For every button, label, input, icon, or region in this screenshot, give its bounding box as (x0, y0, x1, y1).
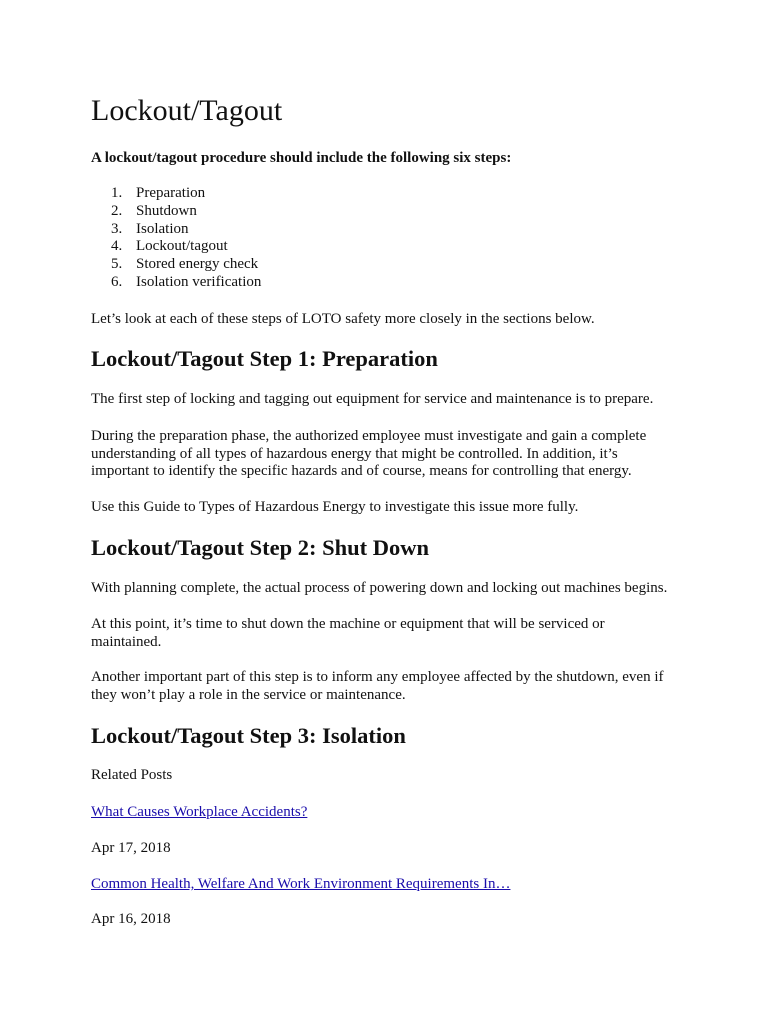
look-closer-text: Let’s look at each of these steps of LOTO safety more closely in the sections below. (91, 311, 595, 327)
list-item-label: Isolation verification (136, 273, 262, 290)
related-post-link[interactable]: Common Health, Welfare And Work Environment Requirements In… (91, 876, 511, 892)
list-item (91, 238, 261, 256)
page-title: Lockout/Tagout (91, 94, 283, 127)
list-item-label: Lockout/tagout (136, 238, 228, 255)
list-item (91, 274, 261, 292)
related-post-date: Apr 16, 2018 (91, 911, 171, 927)
list-item-label: Stored energy check (136, 256, 259, 273)
paragraph-line: During the preparation phase, the authorized employee must investigate and gain a complete (91, 428, 647, 444)
paragraph-line: important to identify the specific hazards and of course, means for controlling that energy. (91, 463, 632, 480)
paragraph-line: At this point, it’s time to shut down the machine or equipment that will be serviced or (91, 616, 605, 632)
step2-paragraph-1: With planning complete, the actual process of powering down and locking out machines begins. (91, 580, 668, 596)
related-post-date: Apr 17, 2018 (91, 840, 171, 856)
list-number: 6. (111, 273, 123, 290)
paragraph-line: maintained. (91, 633, 162, 650)
step3-heading: Lockout/Tagout Step 3: Isolation (91, 723, 406, 748)
related-posts-label: Related Posts (91, 767, 173, 783)
step1-paragraph-3: Use this Guide to Types of Hazardous Energy to investigate this issue more fully. (91, 499, 579, 515)
list-item (91, 185, 261, 203)
list-item-label: Preparation (136, 185, 206, 201)
intro-text: A lockout/tagout procedure should include the following six steps: (91, 150, 512, 166)
step2-paragraph-3 (91, 669, 691, 704)
paragraph-line: they won’t play a role in the service or maintenance. (91, 686, 406, 703)
list-item-label: Isolation (136, 220, 189, 237)
step1-paragraph-1: The first step of locking and tagging out equipment for service and maintenance is to prepare. (91, 391, 654, 407)
list-number: 4. (111, 238, 123, 255)
list-item-label: Shutdown (136, 202, 197, 219)
step1-heading: Lockout/Tagout Step 1: Preparation (91, 346, 438, 371)
related-post-item (91, 804, 691, 822)
list-number: 3. (111, 220, 123, 237)
related-post-item (91, 876, 691, 894)
step2-paragraph-2 (91, 616, 691, 651)
list-number: 1. (111, 185, 123, 201)
list-item (91, 203, 261, 221)
step2-heading: Lockout/Tagout Step 2: Shut Down (91, 535, 430, 560)
paragraph-line: understanding of all types of hazardous energy that might be controlled. In addition, it’s (91, 445, 618, 462)
list-number: 5. (111, 256, 123, 273)
list-item (91, 256, 261, 274)
list-number: 2. (111, 202, 123, 219)
list-item (91, 221, 261, 239)
steps-list (91, 185, 261, 292)
paragraph-line: Another important part of this step is to inform any employee affected by the shutdown, even if (91, 669, 664, 685)
step1-paragraph-2 (91, 428, 691, 481)
related-post-link[interactable]: What Causes Workplace Accidents? (91, 804, 308, 820)
